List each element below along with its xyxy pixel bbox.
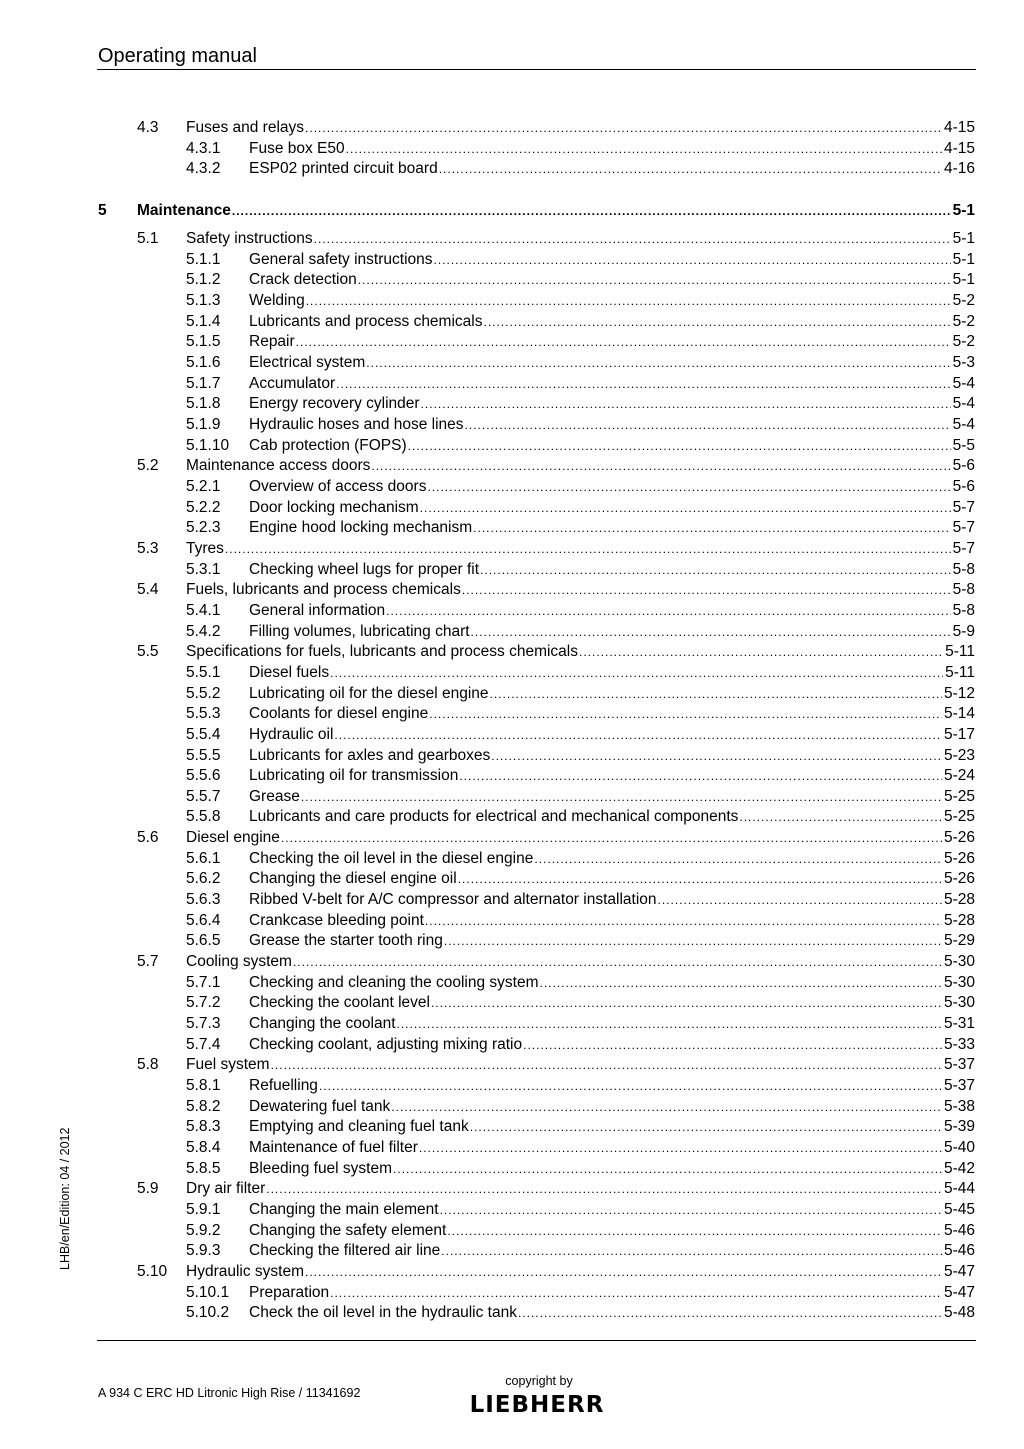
toc-entry-page: 5-40 [943, 1139, 975, 1157]
toc-entry-page: 5-25 [943, 787, 975, 805]
toc-entry-page: 5-1 [952, 271, 975, 289]
toc-dot-leader [386, 601, 950, 621]
toc-dot-leader [447, 1221, 942, 1241]
toc-entry[interactable] [0, 1076, 1024, 1096]
toc-entry-number: 5.3.1 [186, 560, 221, 578]
toc-dot-leader [271, 1055, 942, 1075]
toc-entry-page: 5-8 [952, 560, 975, 578]
toc-entry[interactable] [0, 1221, 1024, 1241]
toc-dot-leader [459, 766, 942, 786]
toc-entry-page: 5-42 [943, 1159, 975, 1177]
toc-entry-title: Checking the coolant level [249, 994, 430, 1012]
toc-entry-title: Changing the coolant [249, 1015, 396, 1033]
toc-dot-leader [429, 704, 942, 724]
toc-entry-number: 5.2.1 [186, 477, 221, 495]
toc-entry-title: Check the oil level in the hydraulic tank [249, 1304, 517, 1322]
toc-entry-number: 5.8.4 [186, 1139, 221, 1157]
toc-entry-number: 5.10 [137, 1263, 168, 1280]
toc-entry-number: 5.6.1 [186, 849, 221, 867]
toc-entry[interactable] [0, 1055, 1024, 1075]
toc-entry[interactable] [0, 911, 1024, 931]
toc-dot-leader [408, 436, 951, 456]
toc-entry-page: 5-1 [952, 230, 975, 247]
toc-entry[interactable] [0, 1283, 1024, 1303]
toc-entry-page: 5-37 [943, 1056, 975, 1074]
toc-entry[interactable] [0, 250, 1024, 270]
toc-entry[interactable] [0, 415, 1024, 435]
toc-entry-page: 5-24 [943, 767, 975, 785]
toc-entry[interactable] [0, 159, 1024, 179]
toc-entry-page: 5-8 [952, 581, 975, 599]
toc-dot-leader [440, 1200, 942, 1220]
liebherr-logo [456, 1390, 618, 1416]
document-id: A 934 C ERC HD Litronic High Rise / 11341692 [98, 1386, 361, 1400]
toc-entry-number: 5.1.8 [186, 395, 221, 413]
toc-entry-page: 5-17 [943, 725, 975, 743]
toc-entry[interactable] [0, 477, 1024, 497]
toc-entry-number: 5.5 [137, 643, 159, 661]
toc-entry-number: 5.1.7 [186, 374, 221, 392]
toc-dot-leader [301, 787, 942, 807]
toc-entry-title: Maintenance access doors [186, 457, 371, 475]
toc-entry-page: 5-11 [945, 663, 975, 681]
toc-entry-page: 5-7 [952, 539, 975, 557]
toc-entry-title: Lubricants and process chemicals [249, 312, 483, 330]
toc-entry-number: 5.8.5 [186, 1159, 221, 1177]
toc-entry[interactable] [0, 332, 1024, 352]
toc-entry-number: 5.1.4 [186, 312, 221, 330]
toc-dot-leader [658, 890, 942, 910]
toc-entry[interactable] [0, 498, 1024, 518]
toc-entry-title: Grease the starter tooth ring [249, 932, 443, 950]
toc-entry-title: Lubricants for axles and gearboxes [249, 746, 491, 764]
toc-entry-title: Energy recovery cylinder [249, 395, 420, 413]
toc-dot-leader [334, 725, 942, 745]
toc-entry-title: Maintenance [137, 202, 231, 219]
toc-entry[interactable] [0, 436, 1024, 456]
toc-entry-page: 5-7 [952, 498, 975, 516]
toc-entry-page: 5-9 [952, 622, 975, 640]
toc-entry-number: 5.9.2 [186, 1221, 221, 1239]
toc-entry-page: 5-37 [943, 1077, 975, 1095]
toc-dot-leader [306, 291, 951, 311]
toc-entry-page: 5-6 [952, 477, 975, 495]
toc-entry-title: Changing the main element [249, 1201, 439, 1219]
toc-dot-leader [319, 1076, 942, 1096]
toc-entry-number: 5.9.1 [186, 1201, 221, 1219]
toc-entry[interactable] [0, 663, 1024, 683]
toc-entry-title: Checking the oil level in the diesel engine [249, 849, 534, 867]
toc-entry-number: 5.2.3 [186, 519, 221, 537]
toc-entry-number: 5.1.5 [186, 333, 221, 351]
toc-entry-title: Fuels, lubricants and process chemicals [186, 581, 461, 599]
toc-dot-leader [421, 394, 951, 414]
toc-entry-number: 5.3 [137, 539, 159, 557]
toc-entry[interactable] [0, 766, 1024, 786]
toc-entry-page: 5-46 [943, 1221, 975, 1239]
toc-entry[interactable] [0, 229, 1024, 249]
toc-entry-page: 5-30 [943, 953, 975, 971]
toc-entry-title: Cooling system [186, 953, 292, 971]
svg-text:LIEBHERR: LIEBHERR [469, 1392, 605, 1416]
toc-entry[interactable] [0, 580, 1024, 600]
toc-entry[interactable] [0, 201, 1024, 221]
footer-divider [97, 1340, 976, 1341]
toc-entry-title: Cab protection (FOPS) [249, 436, 407, 454]
toc-entry-number: 5.4.2 [186, 622, 221, 640]
toc-dot-leader [305, 118, 942, 138]
toc-entry[interactable] [0, 374, 1024, 394]
header-divider [97, 69, 976, 70]
toc-entry-title: Overview of access doors [249, 477, 427, 495]
toc-dot-leader [480, 560, 951, 580]
toc-dot-leader [465, 415, 951, 435]
toc-entry-page: 5-4 [952, 374, 975, 392]
toc-entry-title: Crack detection [249, 271, 357, 289]
toc-entry-number: 4.3.2 [186, 160, 221, 178]
toc-entry-number: 5.7.1 [186, 973, 221, 991]
toc-entry-page: 5-4 [952, 395, 975, 413]
toc-entry-page: 4-15 [943, 139, 975, 157]
toc-entry[interactable] [0, 973, 1024, 993]
toc-entry-page: 5-2 [952, 312, 975, 330]
toc-entry-number: 5.1.6 [186, 353, 221, 371]
toc-entry-page: 5-7 [952, 519, 975, 537]
toc-entry[interactable] [0, 518, 1024, 538]
toc-dot-leader [296, 332, 951, 352]
toc-entry-title: Hydraulic hoses and hose lines [249, 415, 464, 433]
toc-entry-page: 5-47 [943, 1263, 975, 1280]
toc-entry-page: 5-25 [943, 808, 975, 826]
toc-entry-number: 5.9.3 [186, 1242, 221, 1260]
toc-entry[interactable] [0, 931, 1024, 951]
toc-entry-title: Tyres [186, 539, 224, 557]
toc-entry-title: Coolants for diesel engine [249, 705, 429, 723]
toc-entry-number: 5.8.3 [186, 1118, 221, 1136]
toc-entry-title: Fuses and relays [186, 119, 305, 136]
toc-dot-leader [225, 539, 951, 559]
toc-entry-page: 5-44 [943, 1180, 975, 1198]
toc-entry[interactable] [0, 725, 1024, 745]
toc-dot-leader [471, 622, 951, 642]
toc-entry[interactable] [0, 139, 1024, 159]
toc-entry-title: Lubricating oil for transmission [249, 767, 459, 785]
toc-dot-leader [330, 1283, 942, 1303]
toc-entry-number: 5.8.2 [186, 1097, 221, 1115]
toc-dot-leader [458, 869, 942, 889]
toc-entry-page: 5-6 [952, 457, 975, 475]
toc-entry-number: 4.3 [137, 119, 159, 136]
toc-dot-leader [518, 1303, 942, 1323]
toc-entry-number: 5.1.2 [186, 271, 221, 289]
toc-entry[interactable] [0, 353, 1024, 373]
toc-entry[interactable] [0, 890, 1024, 910]
toc-entry[interactable] [0, 642, 1024, 662]
toc-entry[interactable] [0, 869, 1024, 889]
toc-entry[interactable] [0, 993, 1024, 1013]
toc-entry-number: 5.1 [137, 230, 159, 247]
toc-entry[interactable] [0, 539, 1024, 559]
toc-entry-number: 5.2 [137, 457, 159, 475]
toc-dot-leader [346, 139, 942, 159]
toc-entry[interactable] [0, 1035, 1024, 1055]
toc-entry-number: 5.9 [137, 1180, 159, 1198]
toc-entry[interactable] [0, 1159, 1024, 1179]
toc-entry-title: Lubricating oil for the diesel engine [249, 684, 489, 702]
toc-dot-leader [434, 250, 951, 270]
toc-entry[interactable] [0, 394, 1024, 414]
toc-entry-number: 5.5.3 [186, 705, 221, 723]
toc-entry-title: Hydraulic oil [249, 725, 334, 743]
toc-entry-title: Refuelling [249, 1077, 318, 1095]
toc-dot-leader [439, 159, 942, 179]
toc-dot-leader [314, 229, 951, 249]
toc-dot-leader [371, 456, 950, 476]
toc-entry-number: 5.8.1 [186, 1077, 221, 1095]
toc-entry-page: 5-26 [943, 870, 975, 888]
toc-dot-leader [523, 1035, 942, 1055]
toc-entry[interactable] [0, 807, 1024, 827]
toc-dot-leader [427, 477, 950, 497]
toc-entry-number: 4.3.1 [186, 139, 221, 157]
toc-entry-title: Fuel system [186, 1056, 270, 1074]
toc-dot-leader [483, 312, 950, 332]
toc-entry[interactable] [0, 1262, 1024, 1282]
toc-entry-page: 5-30 [943, 973, 975, 991]
toc-entry-number: 5.10.2 [186, 1304, 230, 1322]
toc-dot-leader [431, 993, 942, 1013]
toc-entry-title: Maintenance of fuel filter [249, 1139, 418, 1157]
toc-dot-leader [739, 807, 942, 827]
toc-entry[interactable] [0, 118, 1024, 138]
toc-entry-number: 5.7 [137, 953, 159, 971]
toc-dot-leader [540, 973, 942, 993]
toc-entry-title: Door locking mechanism [249, 498, 419, 516]
toc-dot-leader [473, 518, 950, 538]
toc-entry-title: Electrical system [249, 353, 366, 371]
toc-dot-leader [281, 828, 942, 848]
toc-entry-title: Fuse box E50 [249, 139, 345, 157]
toc-dot-leader [293, 952, 942, 972]
toc-entry-number: 5.7.4 [186, 1035, 221, 1053]
toc-entry-title: Lubricants and care products for electrical and mechanical components [249, 808, 739, 826]
toc-entry-title: Crankcase bleeding point [249, 911, 424, 929]
copyright-label: copyright by [505, 1374, 573, 1388]
page-title: Operating manual [98, 45, 257, 67]
toc-entry-number: 5.4 [137, 581, 159, 599]
toc-entry[interactable] [0, 622, 1024, 642]
toc-dot-leader [425, 911, 942, 931]
toc-entry-page: 5-4 [952, 415, 975, 433]
toc-entry-number: 5.6.3 [186, 891, 221, 909]
toc-entry[interactable] [0, 456, 1024, 476]
toc-dot-leader [393, 1159, 942, 1179]
toc-entry-number: 5.7.2 [186, 994, 221, 1012]
toc-entry-title: Checking wheel lugs for proper fit [249, 560, 480, 578]
toc-entry-title: Checking coolant, adjusting mixing ratio [249, 1035, 523, 1053]
toc-dot-leader [420, 498, 951, 518]
toc-dot-leader [336, 374, 950, 394]
toc-entry[interactable] [0, 849, 1024, 869]
toc-entry-page: 5-2 [952, 333, 975, 351]
toc-entry-page: 5-31 [943, 1015, 975, 1033]
edition-label: LHB/en/Edition: 04 / 2012 [58, 1127, 72, 1270]
toc-entry[interactable] [0, 787, 1024, 807]
toc-entry-number: 5.1.10 [186, 436, 230, 454]
toc-dot-leader [391, 1097, 942, 1117]
toc-entry-title: Bleeding fuel system [249, 1159, 393, 1177]
toc-entry-title: Changing the diesel engine oil [249, 870, 457, 888]
toc-dot-leader [397, 1014, 942, 1034]
toc-entry-title: Grease [249, 787, 300, 805]
toc-entry-title: Ribbed V-belt for A/C compressor and alternator installation [249, 891, 657, 909]
toc-entry-page: 5-23 [943, 746, 975, 764]
toc-entry-page: 5-26 [943, 849, 975, 867]
toc-entry-page: 5-28 [943, 911, 975, 929]
toc-entry[interactable] [0, 704, 1024, 724]
toc-dot-leader [579, 642, 943, 662]
toc-entry-number: 5.5.6 [186, 767, 221, 785]
toc-entry-page: 5-48 [943, 1304, 975, 1322]
toc-dot-leader [232, 201, 951, 221]
toc-entry-page: 5-39 [943, 1118, 975, 1136]
toc-entry[interactable] [0, 1117, 1024, 1137]
toc-entry-number: 5.5.1 [186, 663, 221, 681]
toc-entry[interactable] [0, 312, 1024, 332]
toc-entry-number: 5.1.1 [186, 250, 221, 268]
toc-entry-page: 5-14 [943, 705, 975, 723]
toc-entry-page: 5-33 [943, 1035, 975, 1053]
toc-entry-title: Welding [249, 291, 305, 309]
toc-dot-leader [490, 684, 942, 704]
toc-entry-page: 5-11 [945, 643, 975, 661]
toc-entry-number: 5.5.7 [186, 787, 221, 805]
toc-entry-page: 5-38 [943, 1097, 975, 1115]
toc-entry[interactable] [0, 1303, 1024, 1323]
toc-entry-title: Engine hood locking mechanism [249, 519, 473, 537]
toc-entry-number: 5 [98, 202, 107, 219]
toc-entry[interactable] [0, 601, 1024, 621]
toc-entry-page: 5-26 [943, 829, 975, 847]
toc-entry-page: 5-3 [952, 353, 975, 371]
toc-entry-number: 5.6.5 [186, 932, 221, 950]
toc-entry[interactable] [0, 270, 1024, 290]
toc-entry-page: 5-1 [952, 250, 975, 268]
toc-entry-title: Hydraulic system [186, 1263, 304, 1280]
toc-entry-number: 5.6.2 [186, 870, 221, 888]
toc-dot-leader [358, 270, 951, 290]
toc-entry[interactable] [0, 291, 1024, 311]
toc-entry-title: Diesel fuels [249, 663, 330, 681]
toc-dot-leader [441, 1241, 942, 1261]
toc-entry[interactable] [0, 1138, 1024, 1158]
toc-entry-page: 5-28 [943, 891, 975, 909]
toc-entry-number: 5.4.1 [186, 601, 221, 619]
toc-entry-title: Preparation [249, 1283, 330, 1301]
toc-dot-leader [491, 746, 942, 766]
toc-entry[interactable] [0, 1014, 1024, 1034]
toc-entry[interactable] [0, 952, 1024, 972]
toc-dot-leader [462, 580, 951, 600]
toc-dot-leader [419, 1138, 942, 1158]
toc-entry-number: 5.1.9 [186, 415, 221, 433]
toc-entry[interactable] [0, 1200, 1024, 1220]
toc-entry-title: Emptying and cleaning fuel tank [249, 1118, 469, 1136]
toc-entry-page: 4-16 [943, 160, 975, 178]
toc-entry-title: Checking the filtered air line [249, 1242, 441, 1260]
toc-entry-title: Changing the safety element [249, 1221, 447, 1239]
toc-entry[interactable] [0, 1241, 1024, 1261]
toc-entry[interactable] [0, 1179, 1024, 1199]
toc-dot-leader [470, 1117, 942, 1137]
toc-entry-title: Dry air filter [186, 1180, 266, 1198]
toc-entry-number: 5.1.3 [186, 291, 221, 309]
toc-dot-leader [366, 353, 950, 373]
toc-entry-page: 5-29 [943, 932, 975, 950]
toc-entry-title: ESP02 printed circuit board [249, 160, 438, 178]
toc-entry-number: 5.5.4 [186, 725, 221, 743]
toc-entry-number: 5.5.5 [186, 746, 221, 764]
toc-entry-page: 5-8 [952, 601, 975, 619]
toc-entry-number: 5.10.1 [186, 1283, 230, 1301]
toc-entry[interactable] [0, 746, 1024, 766]
toc-entry-title: Dewatering fuel tank [249, 1097, 391, 1115]
toc-entry-title: Filling volumes, lubricating chart [249, 622, 470, 640]
toc-entry-title: Safety instructions [186, 230, 313, 247]
toc-entry-number: 5.6 [137, 829, 159, 847]
toc-dot-leader [534, 849, 942, 869]
toc-entry-page: 5-30 [943, 994, 975, 1012]
toc-entry-page: 5-12 [943, 684, 975, 702]
toc-dot-leader [266, 1179, 942, 1199]
toc-entry-number: 5.7.3 [186, 1015, 221, 1033]
toc-entry[interactable] [0, 828, 1024, 848]
toc-entry-title: Accumulator [249, 374, 336, 392]
toc-entry-title: Checking and cleaning the cooling system [249, 973, 539, 991]
toc-dot-leader [330, 663, 943, 683]
toc-dot-leader [305, 1262, 942, 1282]
toc-entry-page: 5-5 [952, 436, 975, 454]
toc-entry[interactable] [0, 560, 1024, 580]
toc-entry-title: Repair [249, 333, 295, 351]
toc-entry-page: 5-45 [943, 1201, 975, 1219]
toc-entry-number: 5.5.2 [186, 684, 221, 702]
toc-entry-number: 5.6.4 [186, 911, 221, 929]
toc-entry-title: General safety instructions [249, 250, 433, 268]
toc-dot-leader [444, 931, 942, 951]
toc-entry-page: 5-47 [943, 1283, 975, 1301]
toc-entry-page: 4-15 [943, 119, 975, 136]
toc-entry-title: General information [249, 601, 386, 619]
toc-entry-page: 5-2 [952, 291, 975, 309]
toc-entry[interactable] [0, 1097, 1024, 1117]
toc-entry-page: 5-46 [943, 1242, 975, 1260]
toc-entry-number: 5.5.8 [186, 808, 221, 826]
toc-entry-title: Specifications for fuels, lubricants and process chemicals [186, 643, 578, 661]
toc-entry-number: 5.8 [137, 1056, 159, 1074]
toc-entry-title: Diesel engine [186, 829, 280, 847]
toc-entry-number: 5.2.2 [186, 498, 221, 516]
toc-entry-page: 5-1 [952, 202, 975, 219]
toc-entry[interactable] [0, 684, 1024, 704]
